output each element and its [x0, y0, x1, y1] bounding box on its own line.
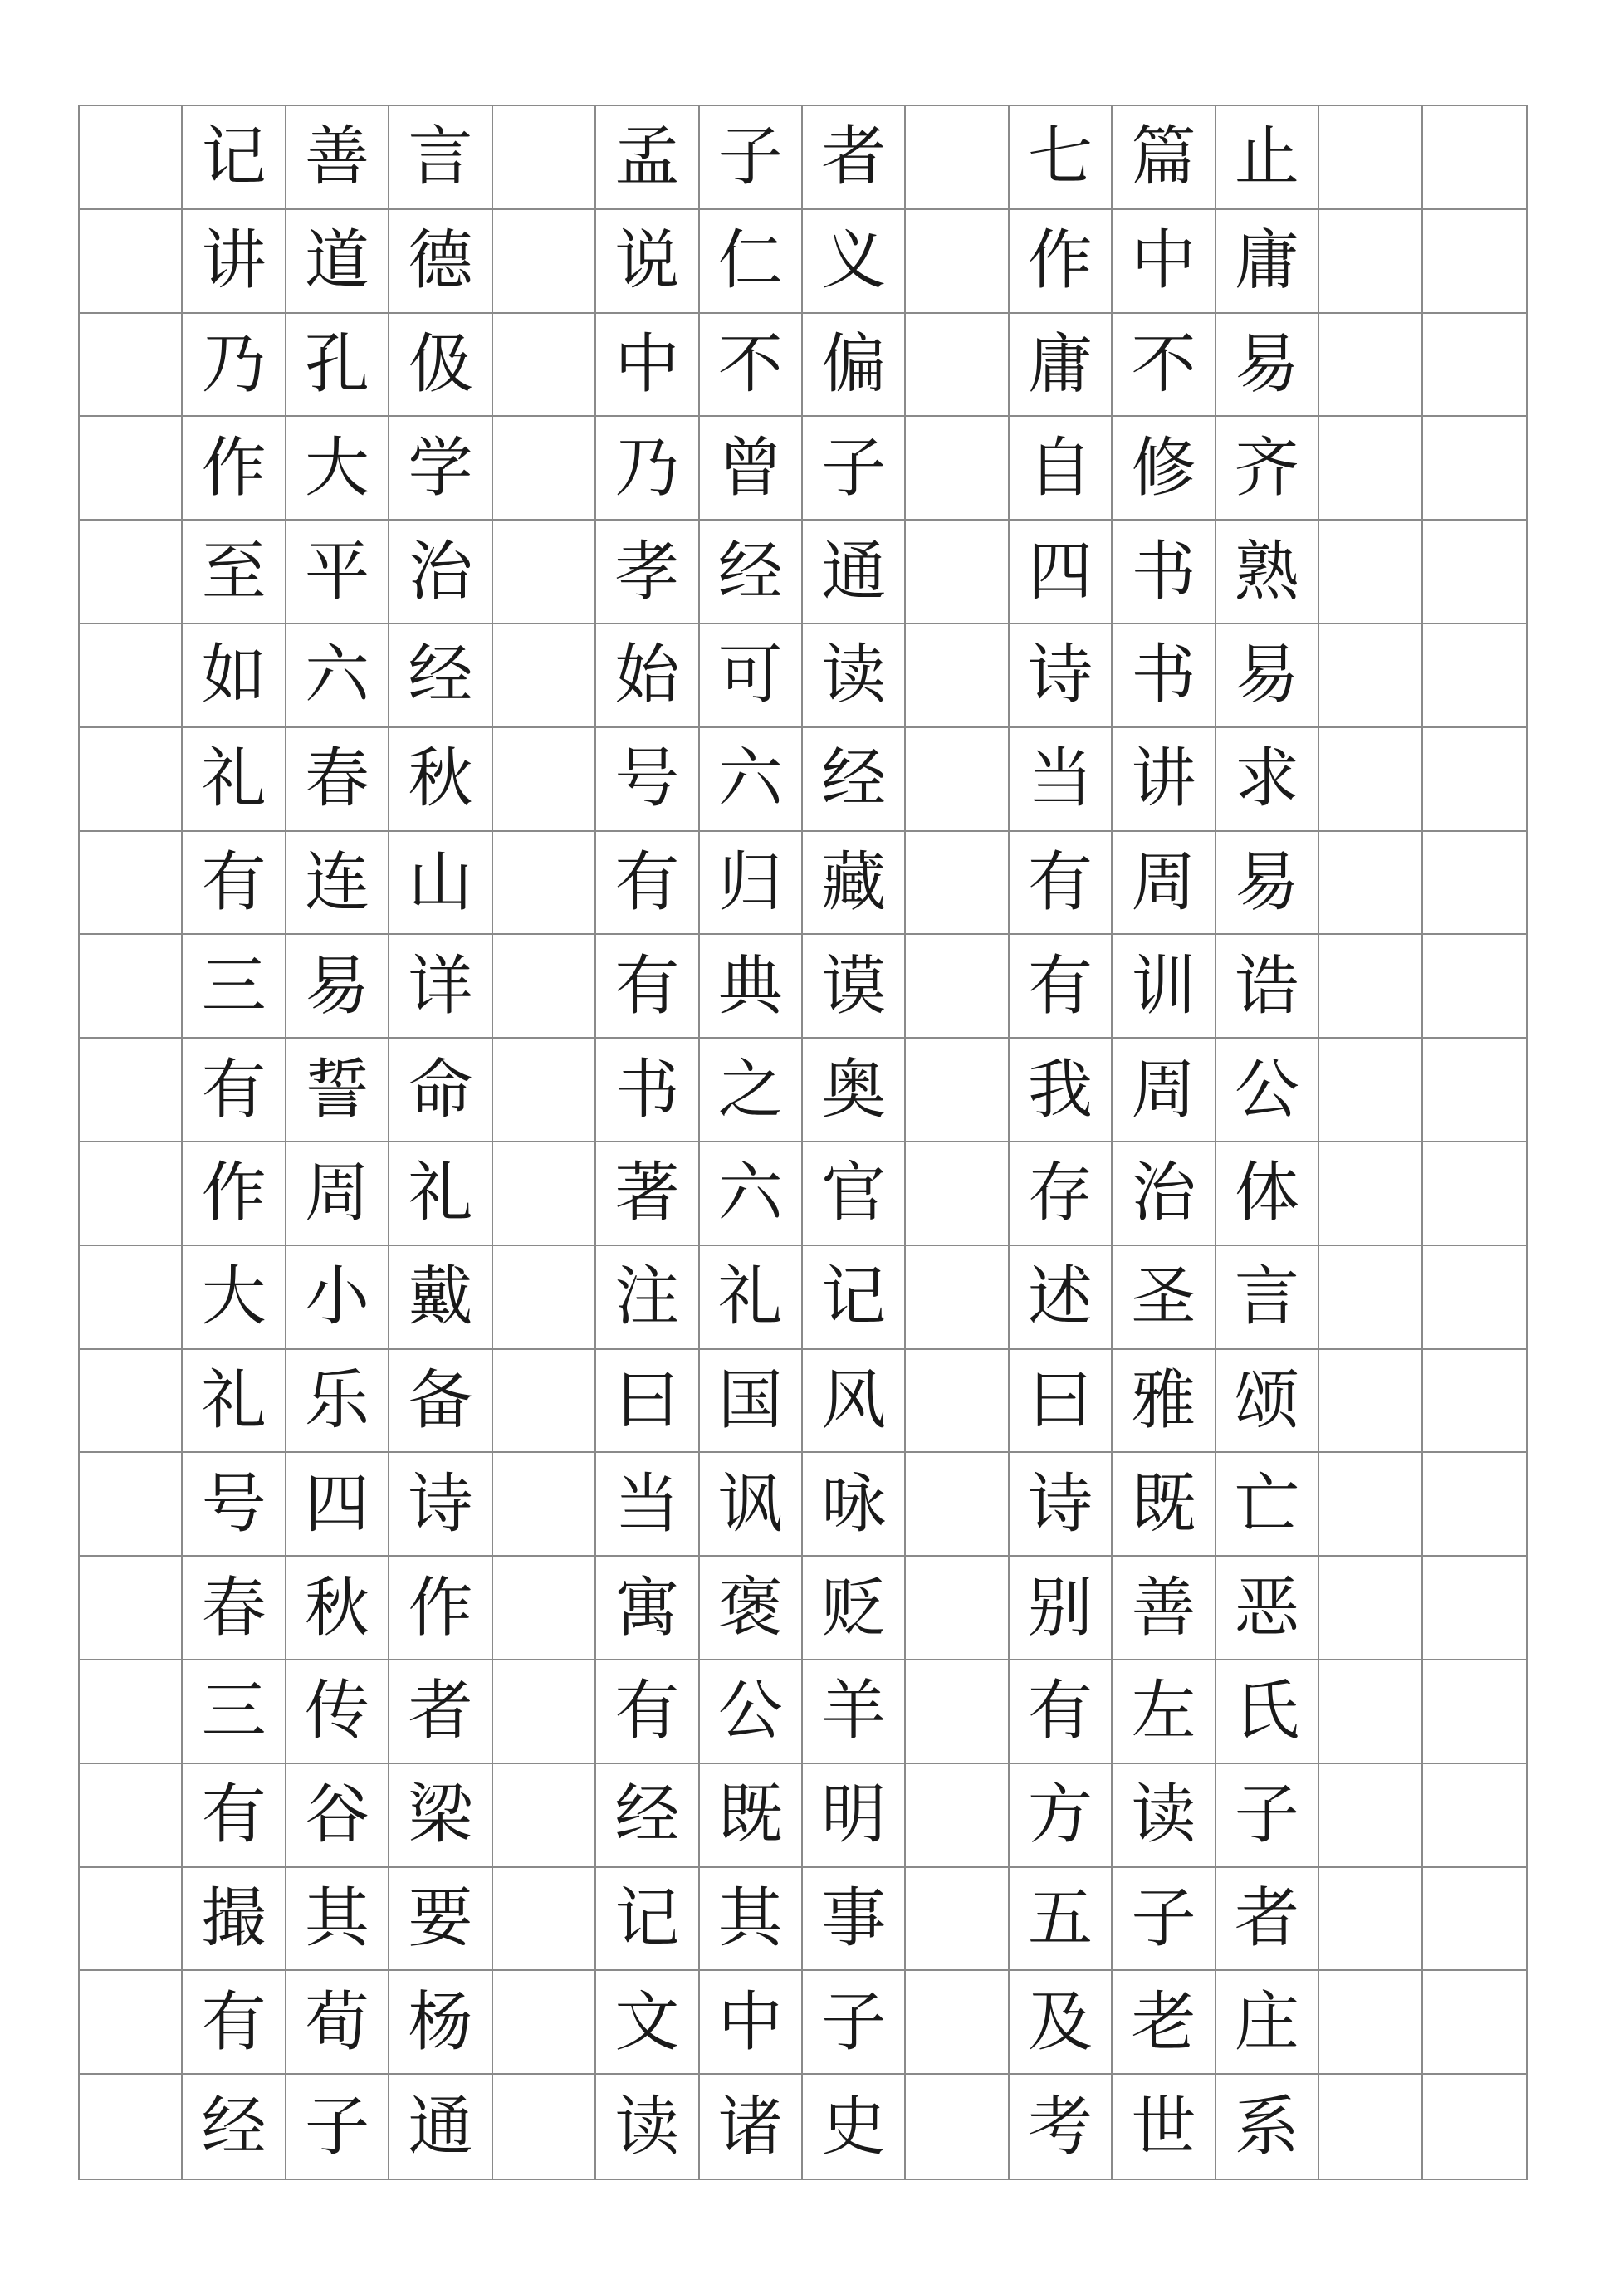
empty-cell: [906, 1350, 1009, 1454]
empty-cell: [906, 728, 1009, 832]
empty-cell: [1319, 521, 1422, 624]
character-cell: 不: [700, 314, 803, 418]
empty-cell: [1423, 1764, 1526, 1868]
character-cell: 读: [803, 624, 906, 728]
character-cell: 中: [1113, 210, 1216, 314]
character-cell: 平: [286, 521, 389, 624]
character-cell: 诗: [1010, 1453, 1113, 1557]
empty-cell: [1423, 1142, 1526, 1246]
empty-cell: [1423, 210, 1526, 314]
character-cell: 乃: [183, 314, 286, 418]
empty-cell: [1319, 1142, 1422, 1246]
empty-cell: [906, 624, 1009, 728]
character-cell: 公: [1216, 1039, 1319, 1142]
character-cell: 号: [183, 1453, 286, 1557]
character-cell: 篇: [1113, 106, 1216, 210]
empty-cell: [1423, 1350, 1526, 1454]
character-cell: 治: [389, 521, 492, 624]
empty-cell: [1319, 2075, 1422, 2179]
character-cell: 国: [700, 1350, 803, 1454]
empty-cell: [1319, 728, 1422, 832]
character-cell: 诗: [389, 1453, 492, 1557]
character-cell: 曰: [1010, 1350, 1113, 1454]
empty-cell: [906, 1660, 1009, 1764]
empty-cell: [80, 106, 183, 210]
character-cell: 乐: [286, 1350, 389, 1454]
character-cell: 如: [183, 624, 286, 728]
character-cell: 经: [596, 1764, 699, 1868]
character-cell: 言: [389, 106, 492, 210]
character-cell: 我: [1010, 1039, 1113, 1142]
empty-cell: [493, 935, 596, 1039]
character-cell: 始: [596, 624, 699, 728]
empty-cell: [906, 1868, 1009, 1972]
character-cell: 归: [700, 832, 803, 936]
empty-cell: [1319, 1350, 1422, 1454]
character-cell: 读: [1113, 1764, 1216, 1868]
character-cell: 子: [1113, 1868, 1216, 1972]
character-cell: 咏: [803, 1453, 906, 1557]
empty-cell: [493, 1868, 596, 1972]
character-cell: 六: [286, 624, 389, 728]
character-cell: 通: [389, 2075, 492, 2179]
character-cell: 子: [1216, 1764, 1319, 1868]
empty-cell: [906, 832, 1009, 936]
character-cell: 中: [596, 314, 699, 418]
character-cell: 系: [1216, 2075, 1319, 2179]
character-cell: 秋: [286, 1557, 389, 1660]
character-cell: 求: [1216, 728, 1319, 832]
empty-cell: [906, 210, 1009, 314]
character-cell: 著: [596, 1142, 699, 1246]
empty-cell: [906, 417, 1009, 521]
character-cell: 传: [286, 1660, 389, 1764]
character-cell: 经: [183, 2075, 286, 2179]
empty-cell: [80, 1868, 183, 1972]
empty-cell: [1319, 832, 1422, 936]
character-cell: 明: [803, 1764, 906, 1868]
empty-cell: [80, 2075, 183, 2179]
character-cell: 风: [803, 1350, 906, 1454]
character-cell: 孔: [286, 314, 389, 418]
character-cell: 羊: [803, 1660, 906, 1764]
character-cell: 礼: [700, 1246, 803, 1350]
character-cell: 修: [1113, 417, 1216, 521]
character-cell: 孟: [596, 106, 699, 210]
empty-cell: [80, 210, 183, 314]
character-cell: 礼: [389, 1142, 492, 1246]
character-cell: 号: [596, 728, 699, 832]
character-cell: 谟: [803, 935, 906, 1039]
empty-cell: [1423, 1660, 1526, 1764]
character-cell: 大: [183, 1246, 286, 1350]
character-cell: 褒: [700, 1557, 803, 1660]
character-cell: 治: [1113, 1142, 1216, 1246]
empty-cell: [1423, 832, 1526, 936]
character-cell: 事: [803, 1868, 906, 1972]
character-cell: 其: [286, 1868, 389, 1972]
character-cell: 四: [1010, 521, 1113, 624]
character-cell: 礼: [183, 1350, 286, 1454]
empty-cell: [1319, 1660, 1422, 1764]
empty-cell: [906, 1557, 1009, 1660]
character-cell: 备: [389, 1350, 492, 1454]
character-cell: 齐: [1216, 417, 1319, 521]
character-cell: 恶: [1216, 1557, 1319, 1660]
empty-cell: [493, 728, 596, 832]
character-cell: 者: [803, 106, 906, 210]
character-cell: 易: [286, 935, 389, 1039]
empty-cell: [80, 1039, 183, 1142]
character-cell: 有: [183, 832, 286, 936]
empty-cell: [493, 1246, 596, 1350]
empty-cell: [493, 2075, 596, 2179]
empty-cell: [80, 832, 183, 936]
character-cell: 文: [596, 1971, 699, 2075]
character-cell: 易: [1216, 314, 1319, 418]
empty-cell: [1319, 1764, 1422, 1868]
character-cell: 作: [389, 1557, 492, 1660]
character-cell: 易: [1216, 832, 1319, 936]
character-cell: 乃: [596, 417, 699, 521]
character-cell: 有: [183, 1764, 286, 1868]
character-cell: 庸: [1010, 314, 1113, 418]
character-cell: 述: [1010, 1246, 1113, 1350]
empty-cell: [1319, 935, 1422, 1039]
character-cell: 有: [596, 1660, 699, 1764]
character-cell: 记: [183, 106, 286, 210]
empty-cell: [906, 1142, 1009, 1246]
character-cell: 庸: [1216, 210, 1319, 314]
character-cell: 诸: [700, 2075, 803, 2179]
empty-cell: [493, 1039, 596, 1142]
empty-cell: [80, 1453, 183, 1557]
character-cell: 讲: [183, 210, 286, 314]
character-cell: 命: [389, 1039, 492, 1142]
character-cell: 五: [1010, 1868, 1113, 1972]
empty-cell: [80, 935, 183, 1039]
empty-cell: [1423, 1246, 1526, 1350]
character-cell: 善: [286, 106, 389, 210]
empty-cell: [493, 1142, 596, 1246]
character-cell: 有: [183, 1971, 286, 2075]
character-cell: 要: [389, 1868, 492, 1972]
empty-cell: [906, 935, 1009, 1039]
character-cell: 撮: [183, 1868, 286, 1972]
empty-cell: [906, 1453, 1009, 1557]
empty-cell: [1423, 417, 1526, 521]
empty-cell: [493, 106, 596, 210]
empty-cell: [1423, 624, 1526, 728]
character-cell: 讽: [700, 1453, 803, 1557]
character-cell: 庄: [1216, 1971, 1319, 2075]
empty-cell: [1319, 417, 1422, 521]
character-cell: 孝: [596, 521, 699, 624]
character-cell: 周: [286, 1142, 389, 1246]
character-cell: 存: [1010, 1142, 1113, 1246]
character-cell: 典: [700, 935, 803, 1039]
character-cell: 当: [1010, 728, 1113, 832]
empty-cell: [80, 1971, 183, 2075]
character-cell: 之: [700, 1039, 803, 1142]
character-cell: 连: [286, 832, 389, 936]
empty-cell: [1423, 1039, 1526, 1142]
character-cell: 经: [700, 521, 803, 624]
character-cell: 方: [1010, 1764, 1113, 1868]
empty-cell: [493, 832, 596, 936]
character-cell: 亡: [1216, 1453, 1319, 1557]
empty-cell: [906, 1039, 1009, 1142]
empty-cell: [80, 417, 183, 521]
character-cell: 书: [1113, 624, 1216, 728]
character-cell: 读: [596, 2075, 699, 2179]
character-cell: 作: [183, 417, 286, 521]
empty-cell: [1319, 1971, 1422, 2075]
empty-cell: [906, 2075, 1009, 2179]
character-cell: 有: [1010, 935, 1113, 1039]
empty-cell: [1319, 624, 1422, 728]
character-cell: 寓: [596, 1557, 699, 1660]
character-cell: 详: [389, 935, 492, 1039]
empty-cell: [1319, 314, 1422, 418]
empty-cell: [1319, 106, 1422, 210]
empty-cell: [1319, 1868, 1422, 1972]
character-cell: 熟: [1216, 521, 1319, 624]
character-cell: 有: [183, 1039, 286, 1142]
character-cell: 秋: [389, 728, 492, 832]
character-cell: 春: [183, 1557, 286, 1660]
character-cell: 讲: [1113, 728, 1216, 832]
empty-cell: [493, 624, 596, 728]
character-cell: 子: [803, 417, 906, 521]
character-cell: 雅: [1113, 1350, 1216, 1454]
character-cell: 圣: [1113, 1246, 1216, 1350]
empty-cell: [80, 624, 183, 728]
character-cell: 书: [1113, 521, 1216, 624]
character-cell: 贬: [803, 1557, 906, 1660]
character-cell: 氏: [1216, 1660, 1319, 1764]
character-cell: 官: [803, 1142, 906, 1246]
empty-cell: [80, 1764, 183, 1868]
character-cell: 体: [1216, 1142, 1319, 1246]
character-cell: 老: [1113, 1971, 1216, 2075]
character-cell: 作: [183, 1142, 286, 1246]
character-cell: 礼: [183, 728, 286, 832]
character-cell: 记: [803, 1246, 906, 1350]
character-cell: 经: [803, 728, 906, 832]
empty-cell: [1423, 314, 1526, 418]
character-cell: 道: [286, 210, 389, 314]
character-cell: 周: [1113, 832, 1216, 936]
empty-cell: [906, 1764, 1009, 1868]
character-cell: 颂: [1216, 1350, 1319, 1454]
empty-cell: [80, 1142, 183, 1246]
empty-cell: [906, 314, 1009, 418]
character-cell: 善: [1113, 1557, 1216, 1660]
character-cell: 及: [1010, 1971, 1113, 2075]
character-cell: 别: [1010, 1557, 1113, 1660]
empty-cell: [493, 1660, 596, 1764]
empty-cell: [493, 1557, 596, 1660]
character-cell: 诗: [1010, 624, 1113, 728]
empty-cell: [493, 1764, 596, 1868]
empty-cell: [80, 1350, 183, 1454]
empty-cell: [1319, 210, 1422, 314]
character-cell: 荀: [286, 1971, 389, 2075]
character-cell: 戴: [389, 1246, 492, 1350]
empty-cell: [1319, 1246, 1422, 1350]
empty-cell: [493, 521, 596, 624]
empty-cell: [906, 1971, 1009, 2075]
character-cell: 言: [1216, 1246, 1319, 1350]
character-cell: 三: [183, 1660, 286, 1764]
empty-cell: [80, 1557, 183, 1660]
character-cell: 三: [183, 935, 286, 1039]
empty-cell: [906, 1246, 1009, 1350]
character-cell: 学: [389, 417, 492, 521]
practice-grid: [78, 105, 1528, 2180]
character-cell: 有: [1010, 1660, 1113, 1764]
character-cell: 有: [1010, 832, 1113, 936]
empty-cell: [493, 210, 596, 314]
character-cell: 作: [1010, 210, 1113, 314]
empty-cell: [906, 106, 1009, 210]
character-cell: 六: [700, 1142, 803, 1246]
character-cell: 中: [700, 1971, 803, 2075]
empty-cell: [1319, 1039, 1422, 1142]
empty-cell: [906, 521, 1009, 624]
character-cell: 诰: [1216, 935, 1319, 1039]
empty-cell: [80, 1660, 183, 1764]
character-cell: 记: [596, 1868, 699, 1972]
empty-cell: [1423, 1868, 1526, 1972]
empty-cell: [1423, 1453, 1526, 1557]
empty-cell: [1423, 521, 1526, 624]
character-cell: 训: [1113, 935, 1216, 1039]
character-cell: 曰: [596, 1350, 699, 1454]
character-cell: 六: [700, 728, 803, 832]
empty-cell: [80, 521, 183, 624]
character-cell: 当: [596, 1453, 699, 1557]
character-cell: 杨: [389, 1971, 492, 2075]
character-cell: 周: [1113, 1039, 1216, 1142]
character-cell: 誓: [286, 1039, 389, 1142]
character-cell: 可: [700, 624, 803, 728]
character-cell: 奥: [803, 1039, 906, 1142]
character-cell: 大: [286, 417, 389, 521]
empty-cell: [493, 1453, 596, 1557]
character-cell: 考: [1010, 2075, 1113, 2179]
empty-cell: [80, 728, 183, 832]
character-cell: 义: [803, 210, 906, 314]
character-cell: 德: [389, 210, 492, 314]
character-cell: 说: [596, 210, 699, 314]
character-cell: 经: [389, 624, 492, 728]
character-cell: 子: [803, 1971, 906, 2075]
character-cell: 通: [803, 521, 906, 624]
character-cell: 注: [596, 1246, 699, 1350]
character-cell: 曾: [700, 417, 803, 521]
character-cell: 至: [183, 521, 286, 624]
character-cell: 有: [596, 832, 699, 936]
empty-cell: [1423, 1971, 1526, 2075]
empty-cell: [493, 314, 596, 418]
character-cell: 七: [1010, 106, 1113, 210]
character-cell: 谷: [286, 1764, 389, 1868]
character-cell: 者: [1216, 1868, 1319, 1972]
character-cell: 梁: [389, 1764, 492, 1868]
character-cell: 自: [1010, 417, 1113, 521]
empty-cell: [493, 1350, 596, 1454]
character-cell: 四: [286, 1453, 389, 1557]
empty-cell: [1423, 935, 1526, 1039]
character-cell: 史: [803, 2075, 906, 2179]
character-cell: 山: [389, 832, 492, 936]
character-cell: 子: [286, 2075, 389, 2179]
empty-cell: [80, 314, 183, 418]
empty-cell: [1319, 1557, 1422, 1660]
character-cell: 子: [700, 106, 803, 210]
empty-cell: [1423, 106, 1526, 210]
character-cell: 既: [1113, 1453, 1216, 1557]
empty-cell: [1423, 1557, 1526, 1660]
character-cell: 世: [1113, 2075, 1216, 2179]
character-cell: 偏: [803, 314, 906, 418]
empty-cell: [1423, 2075, 1526, 2179]
empty-cell: [1423, 728, 1526, 832]
character-cell: 藏: [803, 832, 906, 936]
empty-cell: [1319, 1453, 1422, 1557]
character-cell: 书: [596, 1039, 699, 1142]
character-cell: 有: [596, 935, 699, 1039]
character-cell: 公: [700, 1660, 803, 1764]
character-cell: 止: [1216, 106, 1319, 210]
empty-cell: [493, 1971, 596, 2075]
character-cell: 不: [1113, 314, 1216, 418]
character-cell: 小: [286, 1246, 389, 1350]
character-cell: 既: [700, 1764, 803, 1868]
character-cell: 仁: [700, 210, 803, 314]
character-cell: 左: [1113, 1660, 1216, 1764]
character-cell: 其: [700, 1868, 803, 1972]
empty-cell: [493, 417, 596, 521]
character-cell: 春: [286, 728, 389, 832]
character-cell: 易: [1216, 624, 1319, 728]
character-cell: 者: [389, 1660, 492, 1764]
empty-cell: [80, 1246, 183, 1350]
character-cell: 伋: [389, 314, 492, 418]
